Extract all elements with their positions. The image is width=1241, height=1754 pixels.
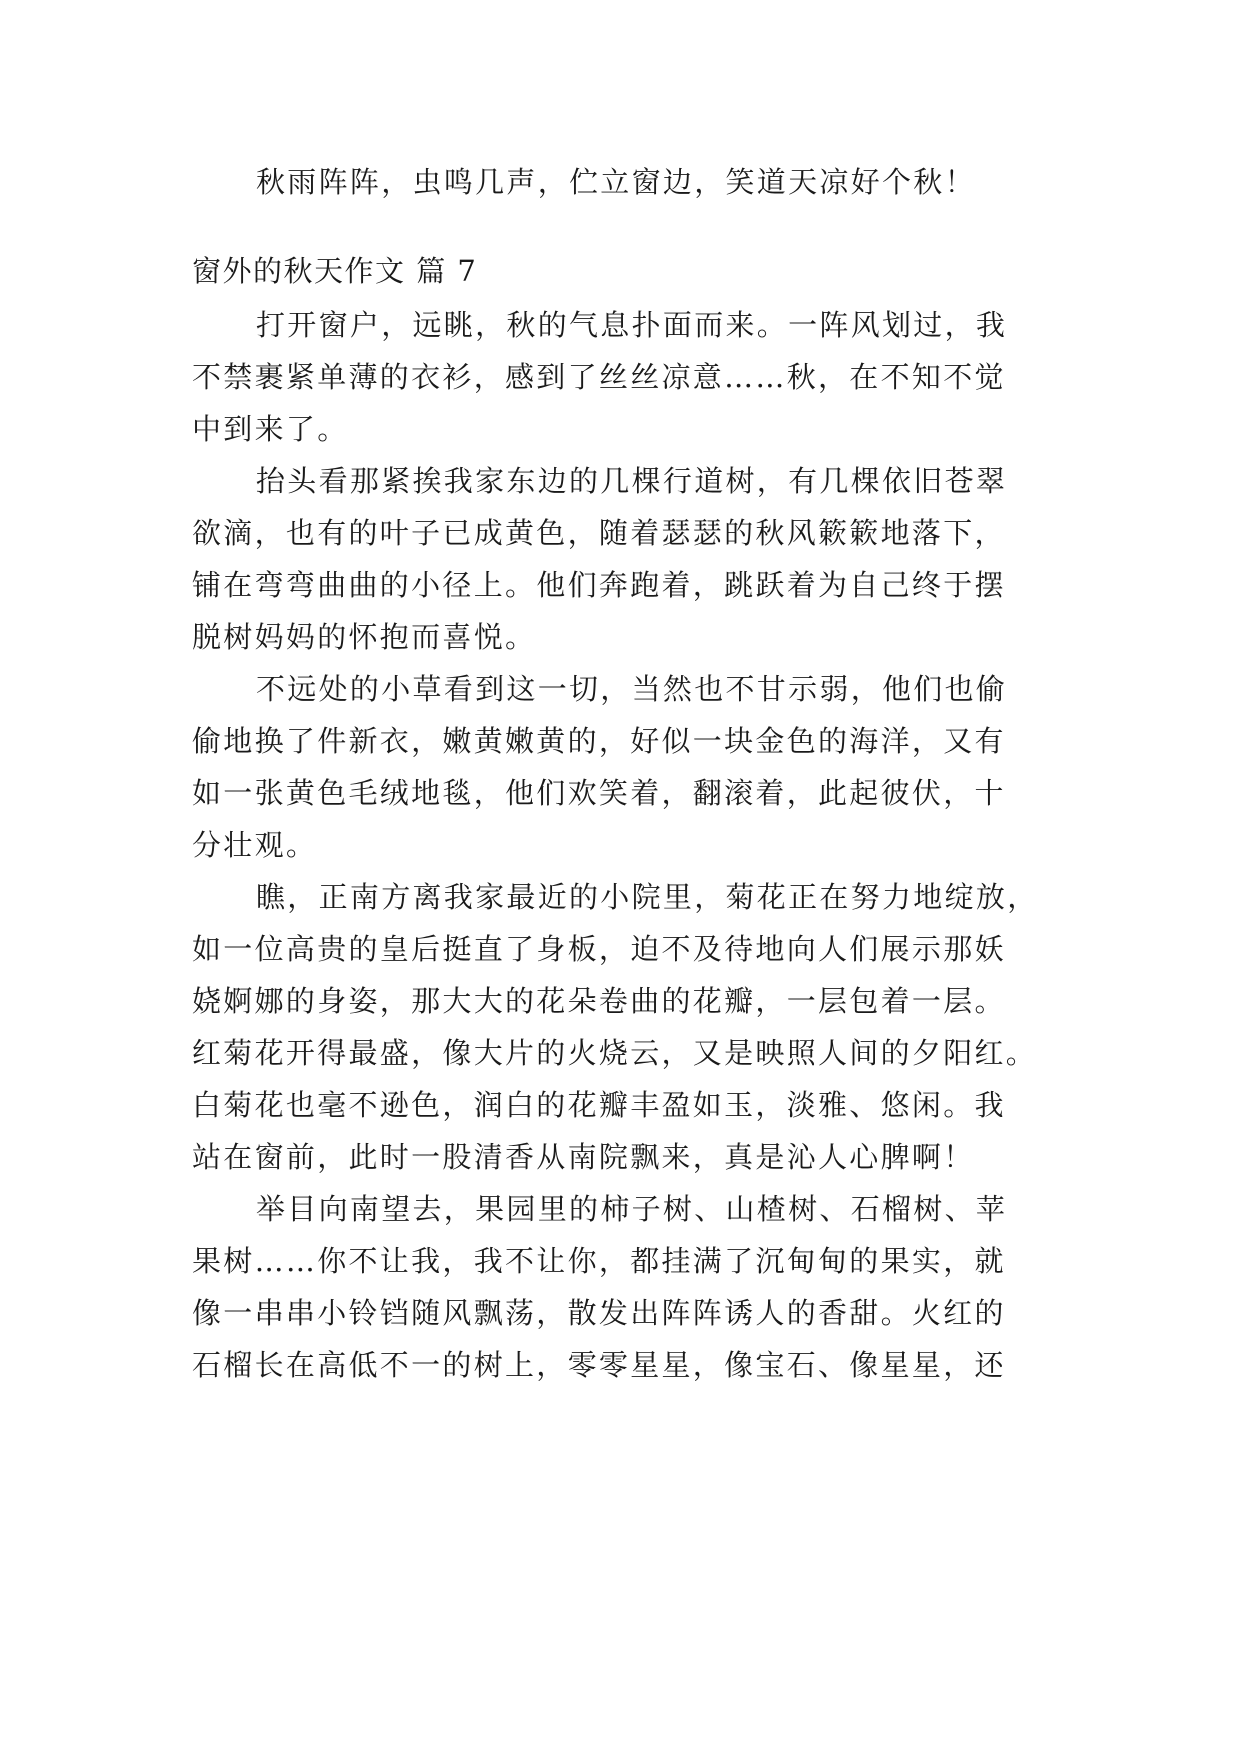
paragraph-line: 瞧，正南方离我家最近的小院里，菊花正在努力地绽放， bbox=[256, 880, 1039, 914]
paragraph-line: 欲滴，也有的叶子已成黄色，随着瑟瑟的秋风簌簌地落下， bbox=[192, 516, 1006, 550]
paragraph-line: 分壮观。 bbox=[192, 828, 318, 862]
paragraph-line: 打开窗户，远眺，秋的气息扑面而来。一阵风划过，我 bbox=[256, 308, 1008, 342]
paragraph-line: 白菊花也毫不逊色，润白的花瓣丰盈如玉，淡雅、悠闲。我 bbox=[192, 1088, 1006, 1122]
paragraph-line: 铺在弯弯曲曲的小径上。他们奔跑着，跳跃着为自己终于摆 bbox=[192, 568, 1006, 602]
closing-line: 秋雨阵阵，虫鸣几声，伫立窗边，笑道天凉好个秋！ bbox=[256, 165, 976, 199]
paragraph-line: 不远处的小草看到这一切，当然也不甘示弱，他们也偷 bbox=[256, 672, 1008, 706]
paragraph-line: 如一位高贵的皇后挺直了身板，迫不及待地向人们展示那妖 bbox=[192, 932, 1006, 966]
paragraph-line: 偷地换了件新衣，嫩黄嫩黄的，好似一块金色的海洋，又有 bbox=[192, 724, 1006, 758]
paragraph-line: 如一张黄色毛绒地毯，他们欢笑着，翻滚着，此起彼伏，十 bbox=[192, 776, 1006, 810]
paragraph-line: 脱树妈妈的怀抱而喜悦。 bbox=[192, 620, 537, 654]
paragraph-line: 举目向南望去，果园里的柿子树、山楂树、石榴树、苹 bbox=[256, 1192, 1008, 1226]
paragraph-line: 果树……你不让我，我不让你，都挂满了沉甸甸的果实，就 bbox=[192, 1244, 1006, 1278]
paragraph-line: 红菊花开得最盛，像大片的火烧云，又是映照人间的夕阳红。 bbox=[192, 1036, 1038, 1070]
paragraph-line: 娆婀娜的身姿，那大大的花朵卷曲的花瓣，一层包着一层。 bbox=[192, 984, 1006, 1018]
paragraph-line: 中到来了。 bbox=[192, 412, 349, 446]
paragraph-line: 站在窗前，此时一股清香从南院飘来，真是沁人心脾啊！ bbox=[192, 1140, 975, 1174]
paragraph-line: 石榴长在高低不一的树上，零零星星，像宝石、像星星，还 bbox=[192, 1348, 1006, 1382]
paragraph-line: 像一串串小铃铛随风飘荡，散发出阵阵诱人的香甜。火红的 bbox=[192, 1296, 1006, 1330]
section-title: 窗外的秋天作文 篇 7 bbox=[192, 254, 478, 288]
paragraph-line: 抬头看那紧挨我家东边的几棵行道树，有几棵依旧苍翠 bbox=[256, 464, 1008, 498]
paragraph-line: 不禁裹紧单薄的衣衫，感到了丝丝凉意……秋，在不知不觉 bbox=[192, 360, 1006, 394]
